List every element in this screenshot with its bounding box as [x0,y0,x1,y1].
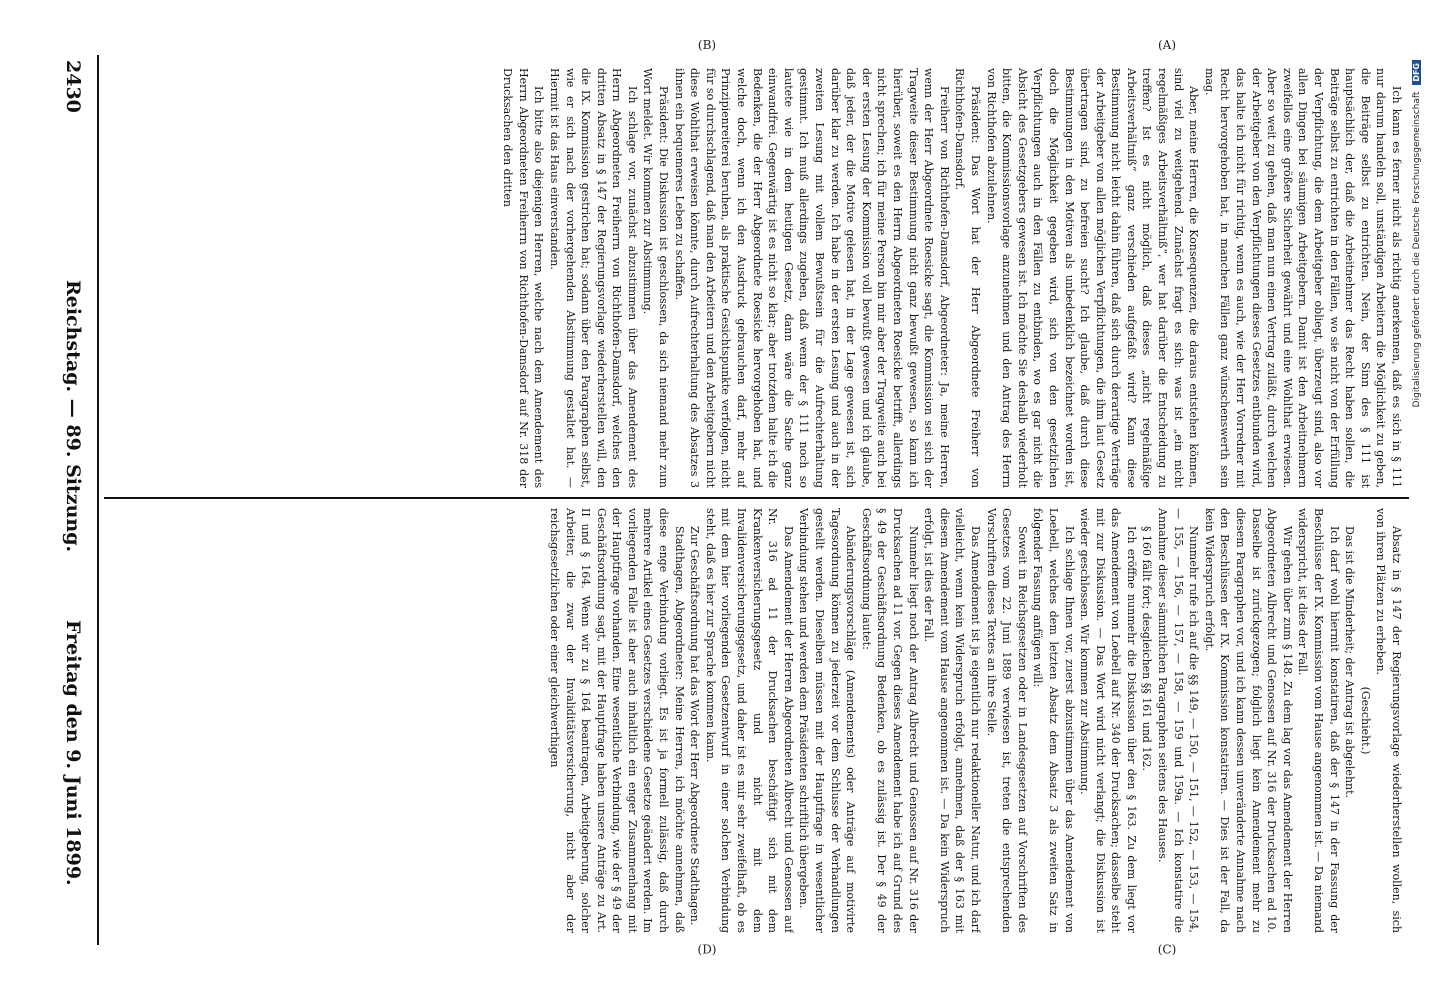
credit-text: Digitalisierung gefördert durch die Deutsche Forschungsgemeinschaft [1412,91,1422,408]
header-rule [97,55,99,945]
paragraph: Nunmehr liegt noch der Antrag Albrecht und Genossen auf Nr. 316 der Drucksachen ad 11 vor. Gegen dieses Amendement habe ich auf Grund des § 49 der Geschäftsordnung Bedenken, ob es zulässig ist. Der § 49 der Geschäftsordnung lautet: [859,508,920,933]
margin-marker-a: (A) [1157,38,1177,53]
paragraph: Abänderungsvorschläge (Amendements) oder Anträge auf motivirte Tagesordnung können zu jederzeit vor dem Schlusse der Verhandlungen gestellt werden. Dieselben müssen mit der Hauptfrage in wesentlicher Verbindung stehen und werden dem Präsidenten schriftlich übergeben. [797,508,858,933]
paragraph: Nunmehr rufe ich auf die §§ 149, — 150, — 151, — 152, — 153, — 154, — 155, — 156, — 157, — 158, — 159 und 159a. — Ich konstatire die Annahme dieser sämmtlichen Paragraphen seitens des Hauses. [1156,508,1201,933]
margin-marker-c: (C) [1157,942,1177,957]
paragraph: Wir gehen über zum § 148. Zu dem lag vor das Amendement der Herren Abgeordneten Albrecht und Genossen auf Nr. 316 der Drucksachen ad 10. Dasselbe ist zurückgezogen; folglich liegt kein Amendement mehr zu diesem Paragraphen vor, und ich kann dessen unveränderte Annahme nach den Beschlüssen der IX. Kommission konstatiren. — Dies ist der Fall, da kein Widerspruch erfolgt. [1202,508,1294,933]
paragraph: § 160 fällt fort; desgleichen §§ 161 und 162. [1140,526,1154,771]
paragraph: Ich eröffne nunmehr die Diskussion über den § 163. Zu dem liegt vor das Amendement von Loebell auf Nr. 340 der Drucksachen; dasselbe steht mit zur Diskussion. — Das Wort wird nicht verlangt; die Diskussion ist wieder geschlossen. Wir kommen zur Abstimmung. [1078,508,1138,933]
session-date: Freitag den 9. Juni 1899. [62,620,84,886]
paragraph: (Geschieht.) [1358,686,1372,755]
left-column [109,68,1404,488]
paragraph: Das Amendement ist ja eigentlich nur redaktioneller Natur, und ich darf vielleicht, wenn kein Widerspruch erfolgt, annehmen, daß der § 163 mit diesem Amendement vom Hause angenommen ist. — Da kein Widerspruch erfolgt, ist dies der Fall. [922,508,982,933]
page-number: 2430 [62,60,84,113]
margin-marker-d: (D) [697,942,717,957]
paragraph: Das ist die Minderheit; der Antrag ist abgelehnt. [1343,526,1357,799]
digitization-credit [1412,60,1426,940]
paragraph: Ich bitte also diejenigen Herren, welche nach dem Amendement des Herrn Abgeordneten Freiherrn von Richthofen-Damsdorf auf Nr. 318 der Drucksachen den dritten [501,68,546,488]
paragraph: Freiherr von Richthofen-Damsdorf, Abgeordneter: Ja, meine Herren, wenn der Herr Abgeordnete Roesicke sagt, die Kommission sei sich der Tragweite dieser Bestimmung nicht ganz bewußt gewesen, so kann ich hierüber, soweit es den Herrn Abgeordneten Roesicke betrifft, allerdings nicht sprechen; ich für meine Person bin mir aber der Tragweite auch bei der ersten Lesung der Kommission voll bewußt gewesen und ich glaube, daß jeder, der die Motive gelesen hat, in der Lage gewesen ist, sich darüber klar zu werden. Ich habe in der ersten Lesung und auch in der zweiten Lesung mit vollem Bewußtsein für die Aufrechterhaltung gestimmt. Ich muß allerdings zugeben, daß wenn der § 111 noch so lautete wie in dem heutigen Gesetz, dann wäre die Sache ganz einwandfrei. Gegenwärtig ist es nicht so klar; aber trotzdem halte ich die Bedenken, die der Herr Abgeordnete Roesicke hervorgehoben hat, und welche doch, wenn ich den Ausdruck gebrauchen darf, mehr auf Prinzipienreiterei beruhen, als praktische Gesichtspunkte verfolgen, nicht für so durchschlagend, daß man den Arbeitern und den Arbeitgebern nicht diese Wohlthat erweisen könnte, durch Aufrechterhaltung des Absatzes 3 ihnen ein bequemeres Leben zu schaffen. [672,68,951,488]
paragraph: Präsident: Die Diskussion ist geschlossen, da sich niemand mehr zum Wort meldet. Wir kommen zur Abstimmung. [641,68,671,488]
paragraph: Zur Geschäftsordnung hat das Wort der Herr Abgeordnete Stadthagen. [688,526,702,926]
paragraph: Aber, meine Herren, die Konsequenzen, die daraus entstehen können, sind viel zu weitgehend. Zunächst fragt es sich: was ist „ein nicht regelmäßiges Arbeitsverhältniß“, wer hat darüber die Entscheidung zu treffen? Ist es nicht möglich, daß dieses „nicht regelmäßige Arbeitsverhältniß“ ganz verschieden aufgefaßt wird? Kann diese Bestimmung nicht leicht dahin führen, daß sich durch derartige Verträge der Arbeitgeber von allen möglichen Verpflichtungen, die ihm laut Gesetz übertragen sind, zu befreien sucht? Ich glaube, daß durch diese Bestimmungen in den Motiven als unbedenklich bezeichnet worden ist, doch die Möglichkeit gegeben wird, sich von den gesetzlichen Verpflichtungen auch in den Fällen zu entbinden, wo es gar nicht die Absicht des Gesetzgebers gewesen ist. Ich möchte Sie deshalb wiederholt bitten, die Kommissionsvorlage anzunehmen und den Antrag des Herrn von Richthofen abzulehnen. [984,68,1201,488]
margin-marker-b: (B) [697,38,717,53]
paragraph: Präsident: Das Wort hat der Herr Abgeordnete Freiherr von Richthofen-Damsdorf. [953,68,982,488]
paragraph: Ich darf wohl hiermit konstatiren, daß der § 147 in der Fassung der Beschlüsse der IX. Kommission vom Hause angenommen ist. — Da niemand widerspricht, ist dies der Fall. [1296,508,1341,933]
paragraph: Absatz in § 147 der Regierungsvorlage wiederherstellen wollen, sich von ihren Plätzen zu erheben. [1374,508,1403,933]
paragraph: Soweit in Reichsgesetzen oder in Landesgesetzen auf Vorschriften des Gesetzes vom 22. Juni 1889 verwiesen ist, treten die entsprechenden Vorschriften dieses Textes an ihre Stelle. [984,508,1029,933]
session-title: Reichstag. — 89. Sitzung. [62,280,84,553]
paragraph: Das Amendement der Herren Abgeordneten Albrecht und Genossen auf Nr. 316 ad 11 der Drucksachen beschäftigt sich mit dem Krankenversicherungsgesetz und nicht mit dem Invalidenversicherungsgesetz, und daher ist es mir sehr zweifelhaft, ob es mit dem hier vorliegenden Gesetzentwurf in einer solchen Verbindung steht, daß es hier zur Sprache kommen kann. [703,508,795,933]
dfg-logo: DFG [1412,60,1421,85]
paragraph: Ich kann es ferner nicht als richtig anerkennen, daß es sich in § 111 nur darum handeln soll, unständigen Arbeitern die Möglichkeit zu geben, die Beiträge selbst zu entrichten. Nein, der Sinn des § 111 ist hauptsächlich der, daß die Arbeitnehmer das Recht haben sollen, die Beiträge selbst zu entrichten in den Fällen, wo sie nicht von der Erfüllung der Verpflichtung, die dem Arbeitgeber obliegt, überzeugt sind, also vor allen Dingen bei säumigen Arbeitgebern. Damit ist den Arbeitnehmern zweifellos eine größere Sicherheit gewährt und eine Wohlthat erwiesen. Aber so weit zu gehen, daß man nun einen Vertrag zuläßt, durch welchen der Arbeitgeber von den Verpflichtungen dieses Gesetzes entbunden wird, das halte ich nicht für richtig, wenn es auch, wie der Herr Vorredner mit Recht hervorgehoben hat, in manchen Fällen ganz wünschenswerth sein mag. [1202,68,1403,488]
column-divider [104,497,1409,499]
page-header [50,60,84,940]
paragraph: Ich schlage Ihnen vor, zuerst abzustimmen über das Amendement von Loebell, welches dem letzten Absatz dem Absatz 3 als zweiten Satz in folgender Fassung anfügen will: [1031,508,1076,933]
paragraph: Stadthagen, Abgeordneter: Meine Herren, ich möchte annehmen, daß diese enge Verbindung vorliegt. Es ist ja formell zulässig, daß durch mehrere Artikel eines Gesetzes verschiedene Gesetze geändert werden. Im vorliegenden Falle ist aber auch inhaltlich ein enger Zusammenhang mit der Hauptfrage vorhanden. Eine wesentliche Verbindung, wie der § 49 der Geschäftsordnung sagt, mit der Hauptfrage haben unsere Anträge zu Art. II und § 164. Wenn wir zu § 164 beantragen, Arbeitgeberung, solcher Arbeiter, die zwar der Invaliditätsversicherung, nicht aber der reichsgesetzlichen oder einer gleichwerthigen [547,508,686,933]
right-column [109,508,1404,933]
paragraph: Ich schlage vor, zunächst abzustimmen über das Amendement des Herrn Abgeordneten Freiherrn von Richthofen-Damsdorf, welches den dritten Absatz in § 147 der Regierungsvorlage wiederherstellen will, den die IX. Kommission gestrichen hat; sodann über den Paragraphen selbst, wie er sich nach der vorhergehenden Abstimmung gestaltet hat. — Hiermit ist das Haus einverstanden. [547,68,639,488]
